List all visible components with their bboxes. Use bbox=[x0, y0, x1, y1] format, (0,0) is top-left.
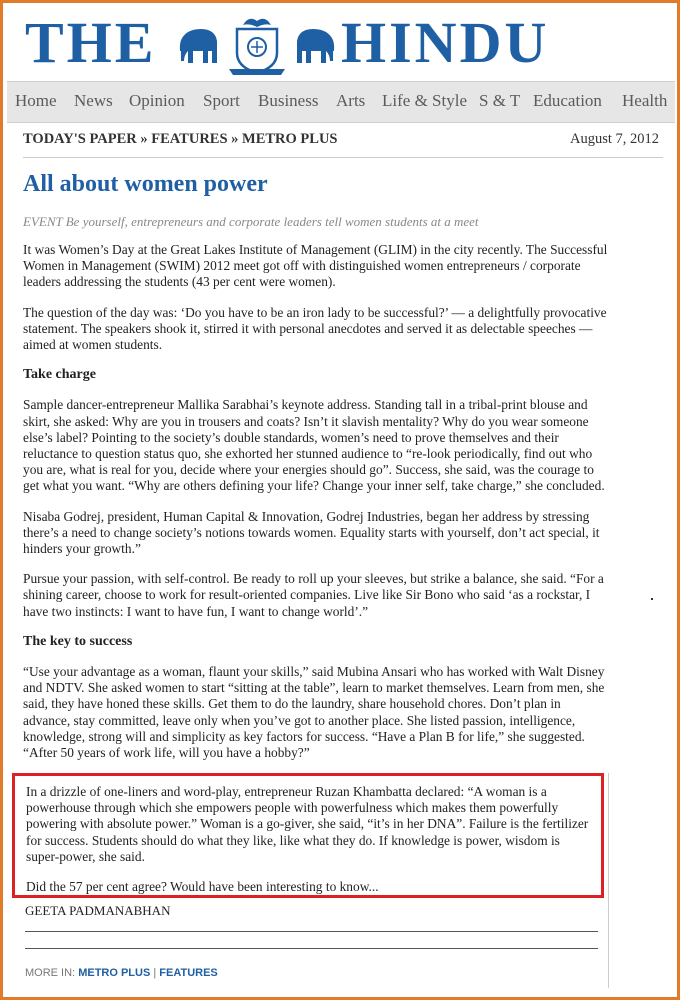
highlight-box bbox=[12, 773, 604, 898]
breadcrumb bbox=[23, 131, 338, 148]
stray-dot bbox=[651, 598, 653, 600]
column-rule bbox=[608, 773, 609, 988]
nav-business[interactable]: Business bbox=[258, 91, 319, 110]
breadcrumb-features[interactable]: FEATURES bbox=[151, 131, 228, 147]
divider bbox=[23, 157, 663, 158]
paragraph: Nisaba Godrej, president, Human Capital & Innovation, Godrej Industries, began her address by stressing there’s a need to change society’s notions towards women. Equality starts with yourself, don’t act special, it hinders your growth.” bbox=[23, 508, 600, 557]
paragraph: “Use your advantage as a woman, flaunt your skills,” said Mubina Ansari who has worked with Walt Disney and NDTV. She asked women to start “sitting at the table”, learn to market themselves. Learn from men, she said, they have honed these skills. Get them to do the laundry, share household chores. Don’t plan in advance, stay committed, leave only when you’ve got to another place. She listed passion, intelligence, knowledge, strong will and simplicity as key factors for success. “Have a Plan B for life,” she suggested. “After 50 years of work life, will you have a hobby?” bbox=[23, 664, 605, 761]
paragraph: In a drizzle of one-liners and word-play, entrepreneur Ruzan Khambatta declared: “A woman is a powerhouse through which she empowers people with powerfulness which makes them powerfully powering with absolute power.” Woman is a go-giver, she said, “it’s in her DNA”. Failure is the fertilizer for success. Students should do what they like, like what they do. If knowledge is power, wisdom is super-power, she said. bbox=[26, 784, 589, 864]
paragraph: Sample dancer-entrepreneur Mallika Sarabhai’s keynote address. Standing tall in a tribal-print blouse and skirt, she asked: Why are you in trousers and coats? Isn’t it slavish mentality? Why do you wear someone else’s label? Pointing to the society’s double standards, women’s need to prove themselves and their reluctance to question status quo, she exhorted her stunned audience to “re-look periodically, find out who you are, what is real for you, decide where your energies should go”. Success, she said, was the courage to get what you want. “Why are others defining your life? Change your inner self, take charge,” she concluded. bbox=[23, 397, 605, 494]
masthead-the: THE bbox=[25, 10, 157, 75]
nav-education[interactable]: Education bbox=[533, 91, 602, 110]
breadcrumb-separator: » bbox=[231, 131, 239, 147]
more-in-features[interactable]: FEATURES bbox=[159, 967, 218, 979]
more-in-label: MORE IN: bbox=[25, 967, 76, 979]
breadcrumb-todays-paper[interactable]: TODAY'S PAPER bbox=[23, 131, 137, 147]
article-title: All about women power bbox=[23, 171, 268, 197]
more-in bbox=[25, 967, 218, 979]
divider bbox=[25, 931, 598, 932]
more-in-divider: | bbox=[153, 967, 157, 979]
nav-arts[interactable]: Arts bbox=[336, 91, 366, 110]
subheading: Take charge bbox=[23, 367, 96, 383]
nav-home[interactable]: Home bbox=[15, 91, 57, 110]
nav-life-style[interactable]: Life & Style bbox=[382, 91, 467, 110]
divider bbox=[25, 948, 598, 949]
masthead-hindu: HINDU bbox=[341, 10, 550, 75]
subheading: The key to success bbox=[23, 633, 133, 649]
author-byline: GEETA PADMANABHAN bbox=[25, 903, 171, 918]
emblem-icon bbox=[175, 11, 339, 77]
article-standfirst: EVENT Be yourself, entrepreneurs and corporate leaders tell women students at a meet bbox=[23, 214, 479, 229]
paragraph: The question of the day was: ‘Do you have to be an iron lady to be successful?’ — a delightfully provocative statement. The speakers shook it, stirred it with personal anecdotes and served it as delectable speeches — aimed at women students. bbox=[23, 304, 607, 353]
nav-science-tech[interactable]: S & T bbox=[479, 91, 521, 110]
nav-health[interactable]: Health bbox=[622, 91, 668, 110]
breadcrumb-separator: » bbox=[140, 131, 148, 147]
paragraph: Did the 57 per cent agree? Would have been interesting to know... bbox=[26, 879, 379, 895]
nav-sport[interactable]: Sport bbox=[203, 91, 240, 110]
main-nav bbox=[7, 81, 675, 123]
paragraph: Pursue your passion, with self-control. Be ready to roll up your sleeves, but strike a balance, she said. “For a shining career, choose to work for result-oriented companies. Live like Sir Bono who said ‘as a rockstar, I have two instincts: I want to have fun, I want to change world’.” bbox=[23, 571, 604, 619]
masthead[interactable] bbox=[3, 9, 677, 77]
more-in-metro-plus[interactable]: METRO PLUS bbox=[78, 967, 151, 979]
publish-date: August 7, 2012 bbox=[569, 131, 659, 147]
article-body bbox=[23, 242, 608, 775]
nav-opinion[interactable]: Opinion bbox=[129, 91, 185, 110]
highlighted-paragraphs bbox=[26, 784, 596, 909]
nav-news[interactable]: News bbox=[74, 91, 113, 110]
breadcrumb-metro-plus[interactable]: METRO PLUS bbox=[242, 131, 338, 147]
paragraph: It was Women’s Day at the Great Lakes Institute of Management (GLIM) in the city recently. The Successful Women in Management (SWIM) 2012 meet got off with distinguished women entrepreneurs / corporate leaders addressing the students (43 per cent were women). bbox=[23, 242, 608, 290]
